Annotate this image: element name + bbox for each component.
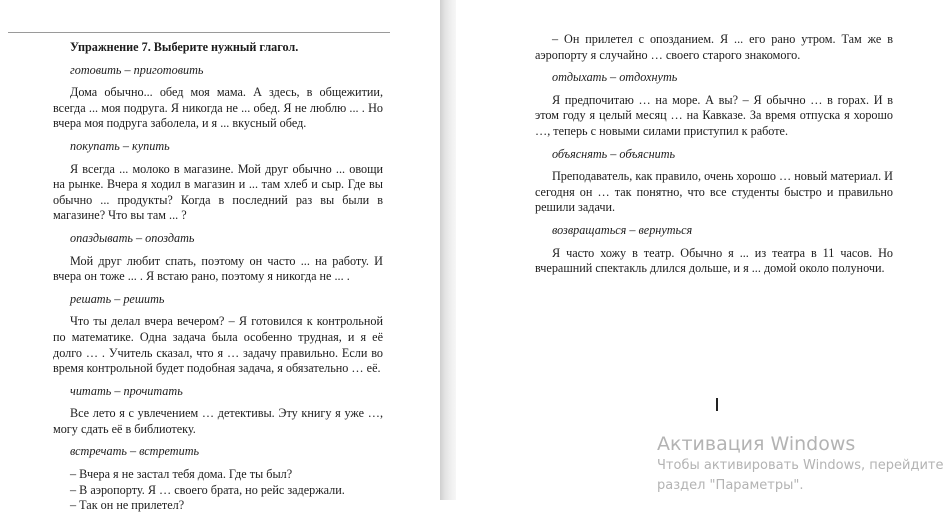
verb-pair: возвращаться – вернуться: [552, 222, 693, 237]
verb-pair: покупать – купить: [70, 138, 170, 153]
left-column: [53, 40, 383, 514]
exercise-paragraph: Дома обычно... обед моя мама. А здесь, в общежитии, всегда ... моя подруга. Я никогда не ... обед. Я не люблю ... . Но вчера моя подруга заболела, и я ... вкусный обед.: [53, 85, 383, 131]
verb-pair: объяснять – объяснить: [552, 146, 676, 161]
watermark-line: Чтобы активировать Windows, перейдите: [657, 458, 944, 473]
exercise-heading: Упражнение 7. Выберите нужный глагол.: [70, 40, 299, 54]
left-page: [0, 0, 440, 513]
exercise-paragraph: Преподаватель, как правило, очень хорошо … новый материал. И сегодня он … так понятно, что все студенты быстро и правильно решили задачи.: [535, 169, 893, 215]
verb-pair: готовить – приготовить: [70, 62, 204, 77]
verb-pair: решать – решить: [70, 291, 165, 306]
windows-activation-watermark: [657, 432, 944, 496]
watermark-title: Активация Windows: [657, 433, 856, 455]
right-page: [456, 0, 947, 500]
watermark-line: раздел "Параметры".: [657, 478, 804, 493]
exercise-paragraph: Все лето я с увлечением … детективы. Эту книгу я уже …, могу сдать её в библиотеку.: [53, 406, 383, 436]
page-gutter: [440, 0, 456, 500]
text-cursor: [716, 398, 718, 411]
verb-pair: опаздывать – опоздать: [70, 230, 195, 245]
verb-pair: читать – прочитать: [70, 383, 183, 398]
exercise-paragraph: Что ты делал вчера вечером? – Я готовился к контрольной по математике. Одна задача была особенно трудная, и я её долго … . Учитель сказал, что я … задачу правильно. Если во время контрольной будет подобная задача, я обязательно … её.: [53, 314, 383, 376]
dialogue-line: – Он прилетел с опозданием. Я ... его рано утром. Там же в аэропорту я случайно … своего старого знакомого.: [535, 32, 893, 62]
exercise-paragraph: Я всегда ... молоко в магазине. Мой друг обычно ... овощи на рынке. Вчера я ходил в магазин и ... там хлеб и сыр. Где вы обычно ... продукты? Когда в последний раз вы были в магазине? Что вы там ... ?: [53, 161, 383, 223]
exercise-paragraph: Я предпочитаю … на море. А вы? – Я обычно … в горах. И в этом году я целый месяц … на Кавказе. За время отпуска я хорошо …, теперь с новыми силами приступил к работе.: [535, 92, 893, 138]
top-rule: [8, 32, 390, 33]
right-column: [535, 32, 893, 284]
dialogue-line: – В аэропорту. Я … своего брата, но рейс задержали.: [70, 482, 345, 497]
exercise-paragraph: Мой друг любит спать, поэтому он часто ... на работу. И вчера он тоже ... . Я встаю рано, поэтому я никогда не ... .: [53, 253, 383, 284]
verb-pair: встречать – встретить: [70, 444, 200, 459]
dialogue-line: – Вчера я не застал тебя дома. Где ты был?: [70, 467, 293, 482]
verb-pair: отдыхать – отдохнуть: [552, 70, 678, 85]
dialogue-line: – Так он не прилетел?: [70, 498, 185, 513]
exercise-paragraph: Я часто хожу в театр. Обычно я ... из театра в 11 часов. Но вчерашний спектакль длился дольше, и я ... домой около полуночи.: [535, 245, 893, 276]
